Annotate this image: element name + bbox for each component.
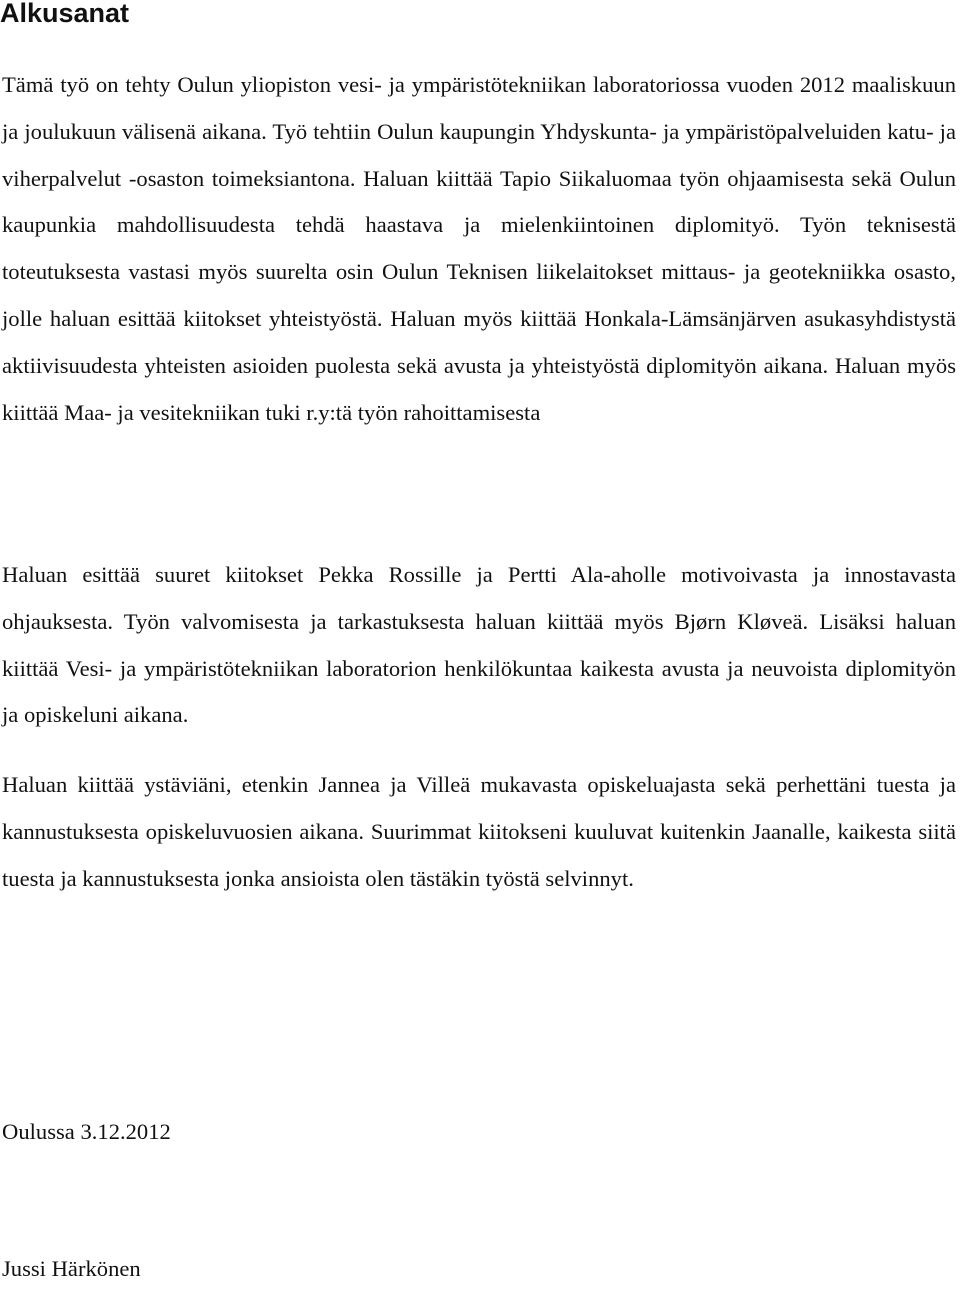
author-signature: Jussi Härkönen [2,1256,141,1281]
paragraph-3: Haluan kiittää ystäviäni, etenkin Jannea ja Villeä mukavasta opiskeluajasta sekä perhettäni tuesta ja kannustuksesta opiskeluvuosien aikana. Suurimmat kiitokseni kuuluvat kuitenkin Jaanalle, kaikesta siitä tuesta ja kannustuksesta jonka ansioista olen tästäkin työstä selvinnyt. [2,772,956,891]
page-title: Alkusanat [0,0,130,28]
paragraph-2: Haluan esittää suuret kiitokset Pekka Rossille ja Pertti Ala-aholle motivoivasta ja innostavasta ohjauksesta. Työn valvomisesta ja tarkastuksesta haluan kiittää myös Bjørn Kløveä. Lisäksi haluan kiittää Vesi- ja ympäristötekniikan laboratorion henkilökuntaa kaikesta avusta ja neuvoista diplomityön ja opiskeluni aikana. [2,562,956,728]
place-date: Oulussa 3.12.2012 [2,1119,171,1144]
paragraph-1: Tämä työ on tehty Oulun yliopiston vesi- ja ympäristötekniikan laboratoriossa vuoden 2012 maaliskuun ja joulukuun välisenä aikana. Työ tehtiin Oulun kaupungin Yhdyskunta- ja ympäristöpalveluiden katu- ja viherpalvelut -osaston toimeksiantona. Haluan kiittää Tapio Siikaluomaa työn ohjaamisesta sekä Oulun kaupunkia mahdollisuudesta tehdä haastava ja mielenkiintoinen diplomityö. Työn teknisestä toteutuksesta vastasi myös suurelta osin Oulun Teknisen liikelaitokset mittaus- ja geotekniikka osasto, jolle haluan esittää kiitokset yhteistyöstä. Haluan myös kiittää Honkala-Lämsänjärven asukasyhdistystä aktiivisuudesta yhteisten asioiden puolesta sekä avusta ja yhteistyöstä diplomityön aikana. Haluan myös kiittää Maa- ja vesitekniikan tuki r.y:tä työn rahoittamisesta [2,72,956,425]
